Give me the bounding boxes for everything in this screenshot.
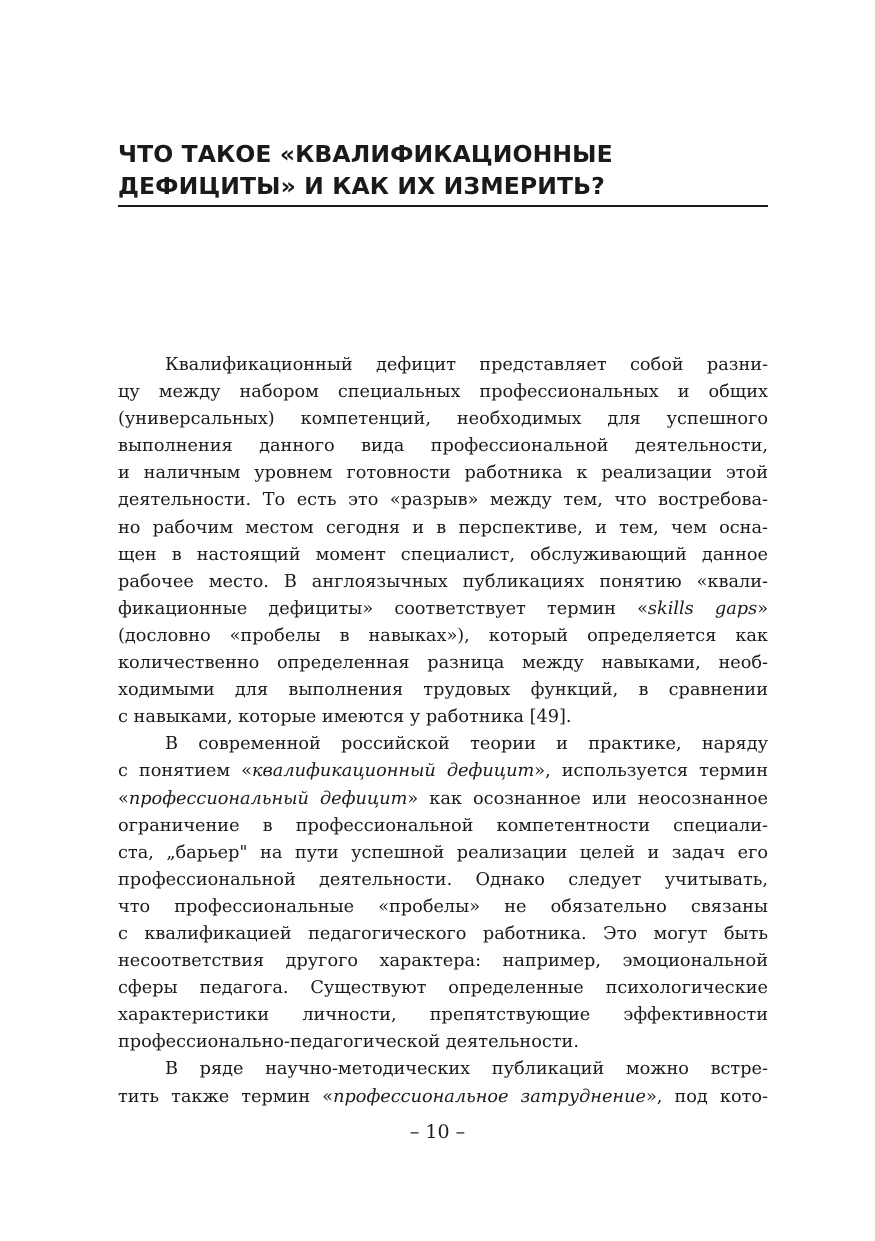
text-line: выполнения данного вида профессиональной деятельности, [118, 436, 768, 457]
italic-term: профессиональный дефицит [128, 788, 408, 809]
text-line: щен в настоящий момент специалист, обслуживающий данное [118, 544, 768, 565]
text-segment: » как осознанное или неосознанное [407, 788, 768, 809]
text-line: и наличным уровнем готовности работника к реализации этой [118, 463, 768, 484]
text-line [118, 1084, 768, 1111]
text-segment: « [118, 788, 129, 809]
text-segment: » [757, 598, 769, 619]
text-line [118, 596, 768, 623]
text-line: профессионально-педагогической деятельности. [118, 1032, 579, 1053]
text-line [118, 786, 768, 813]
page-number: – 10 – [409, 1121, 466, 1143]
text-line: В ряде научно-методических публикаций можно встре- [165, 1059, 768, 1080]
text-line: количественно определенная разница между навыками, необ- [118, 653, 768, 674]
text-line: ста, „барьер" на пути успешной реализации целей и задач его [118, 842, 768, 863]
text-segment: », используется термин [534, 761, 768, 782]
chapter-header [118, 138, 768, 202]
italic-term: skills gaps [647, 598, 758, 619]
text-line: что профессиональные «пробелы» не обязательно связаны [118, 896, 768, 917]
text-line: (дословно «пробелы в навыках»), который определяется как [118, 625, 768, 646]
italic-term: квалификационный дефицит [251, 761, 535, 782]
text-segment: тить также термин « [118, 1086, 334, 1107]
body-text [118, 352, 768, 1111]
text-segment: », под кото- [645, 1086, 769, 1107]
text-line: но рабочим местом сегодня и в перспективе, и тем, чем осна- [118, 517, 768, 538]
title-underline [118, 205, 768, 207]
text-line: с квалификацией педагогического работника. Это могут быть [118, 923, 768, 944]
text-line: сферы педагога. Существуют определенные психологические [118, 978, 768, 999]
text-line: рабочее место. В англоязычных публикациях понятию «квали- [118, 571, 768, 592]
paragraph-3 [118, 1056, 768, 1110]
text-line: ограничение в профессиональной компетентности специали- [118, 815, 768, 836]
text-line: Квалификационный дефицит представляет собой разни- [165, 355, 768, 375]
text-line: цу между набором специальных профессиональных и общих [118, 382, 768, 403]
paragraph-1 [118, 352, 768, 731]
text-line: несоответствия другого характера: например, эмоциональной [118, 951, 768, 972]
text-line: с навыками, которые имеются у работника [49]. [118, 707, 572, 728]
text-line: характеристики личности, препятствующие эффективности [118, 1005, 768, 1026]
paragraph-2 [118, 731, 768, 1056]
chapter-title-line-2: ДЕФИЦИТЫ» И КАК ИХ ИЗМЕРИТЬ? [118, 172, 605, 200]
text-line: деятельности. То есть это «разрыв» между тем, что востребова- [118, 490, 768, 511]
text-line: В современной российской теории и практике, наряду [165, 734, 768, 755]
text-segment: фикационные дефициты» соответствует термин « [118, 598, 648, 619]
text-line [118, 758, 768, 785]
chapter-title [118, 138, 768, 202]
text-line: (универсальных) компетенций, необходимых для успешного [118, 409, 768, 430]
italic-term: профессиональное затруднение [333, 1086, 646, 1107]
chapter-title-line-1: ЧТО ТАКОЕ «КВАЛИФИКАЦИОННЫЕ [118, 140, 613, 168]
text-segment: с понятием « [118, 761, 252, 782]
text-line: ходимыми для выполнения трудовых функций, в сравнении [118, 680, 768, 701]
text-line: профессиональной деятельности. Однако следует учитывать, [118, 869, 768, 890]
